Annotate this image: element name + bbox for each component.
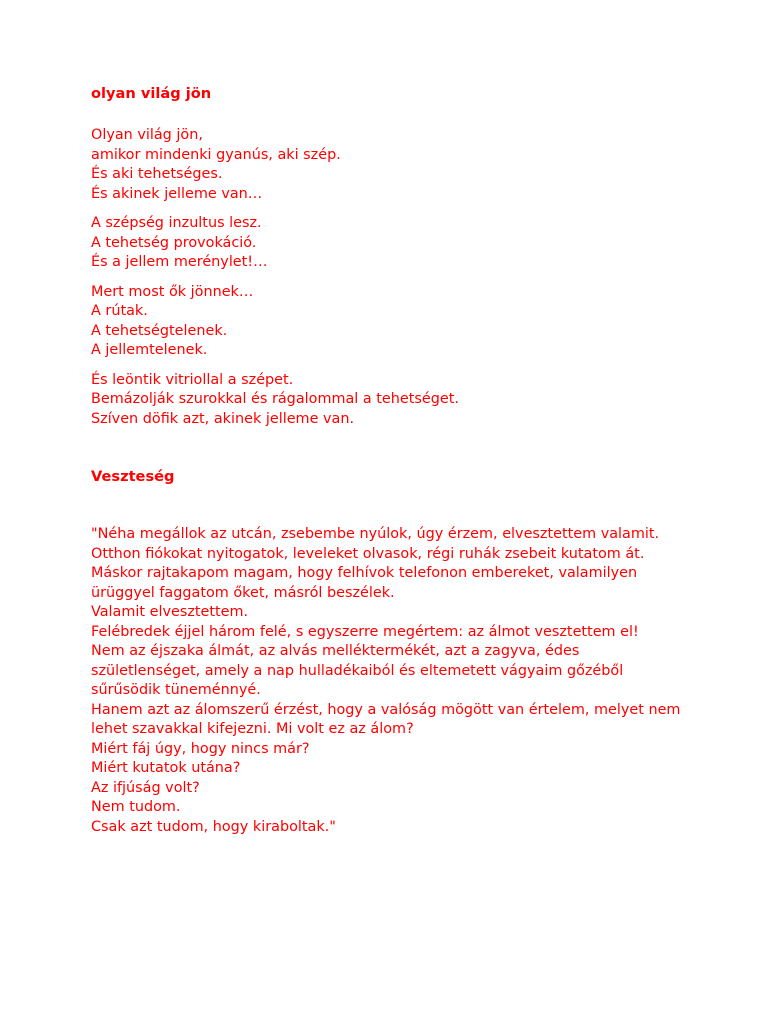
poem-line: És aki tehetséges.: [91, 166, 223, 182]
stanza-1: [91, 126, 691, 204]
poem-line: A tehetség provokáció.: [91, 234, 257, 251]
poem-line: Olyan világ jön,: [91, 127, 203, 143]
poem-line: Bemázolják szurokkal és rágalommal a tehetséget.: [91, 391, 459, 407]
poem-line: Mert most ők jönnek…: [91, 283, 254, 300]
poem-title-olyan-vilag-jon: olyan világ jön: [91, 85, 212, 102]
prose-line: Nem tudom.: [91, 799, 181, 815]
stanza-2: [91, 214, 691, 273]
stanza-4: [91, 371, 691, 430]
poem-line: amikor mindenki gyanús, aki szép.: [91, 146, 341, 163]
poem-title-veszteseg: Veszteség: [91, 468, 175, 485]
poem-line: És akinek jelleme van…: [91, 185, 263, 202]
poem-line: A tehetségtelenek.: [91, 322, 228, 339]
prose-line: Csak azt tudom, hogy kiraboltak.": [91, 818, 336, 835]
prose-line: Nem az éjszaka álmát, az alvás melléktermékét, azt a zagyva, édes születlenséget, amely a nap hulladékaiból és eltemetett vágyaim gőzéből sűrűsödik tüneménnyé.: [91, 643, 624, 698]
poem-line: A rútak.: [91, 303, 148, 319]
document-page: [91, 84, 691, 837]
veszteseg-text: [91, 525, 691, 837]
poem-line: A jellemtelenek.: [91, 342, 208, 358]
poem-line: A szépség inzultus lesz.: [91, 215, 262, 231]
poem-line: És leöntik vitriollal a szépet.: [91, 371, 294, 388]
poem-line: Szíven döfik azt, akinek jelleme van.: [91, 410, 355, 427]
prose-line: Valamit elvesztettem.: [91, 604, 249, 620]
poem-line: És a jellem merénylet!…: [91, 254, 268, 270]
stanza-3: [91, 283, 691, 361]
prose-line: Miért kutatok utána?: [91, 760, 241, 776]
prose-line: Hanem azt az álomszerű érzést, hogy a valóság mögött van értelem, melyet nem lehet szavakkal kifejezni. Mi volt ez az álom?: [91, 701, 681, 737]
prose-line: Az ifjúság volt?: [91, 779, 200, 796]
prose-line: Máskor rajtakapom magam, hogy felhívok telefonon embereket, valamilyen ürüggyel faggatom őket, másról beszélek.: [91, 565, 638, 601]
prose-line: Felébredek éjjel három felé, s egyszerre megértem: az álmot vesztettem el!: [91, 623, 639, 640]
prose-line: Otthon fiókokat nyitogatok, leveleket olvasok, régi ruhák zsebeit kutatom át.: [91, 545, 645, 562]
prose-line: "Néha megállok az utcán, zsebembe nyúlok, úgy érzem, elvesztettem valamit.: [91, 526, 660, 542]
prose-line: Miért fáj úgy, hogy nincs már?: [91, 740, 310, 757]
